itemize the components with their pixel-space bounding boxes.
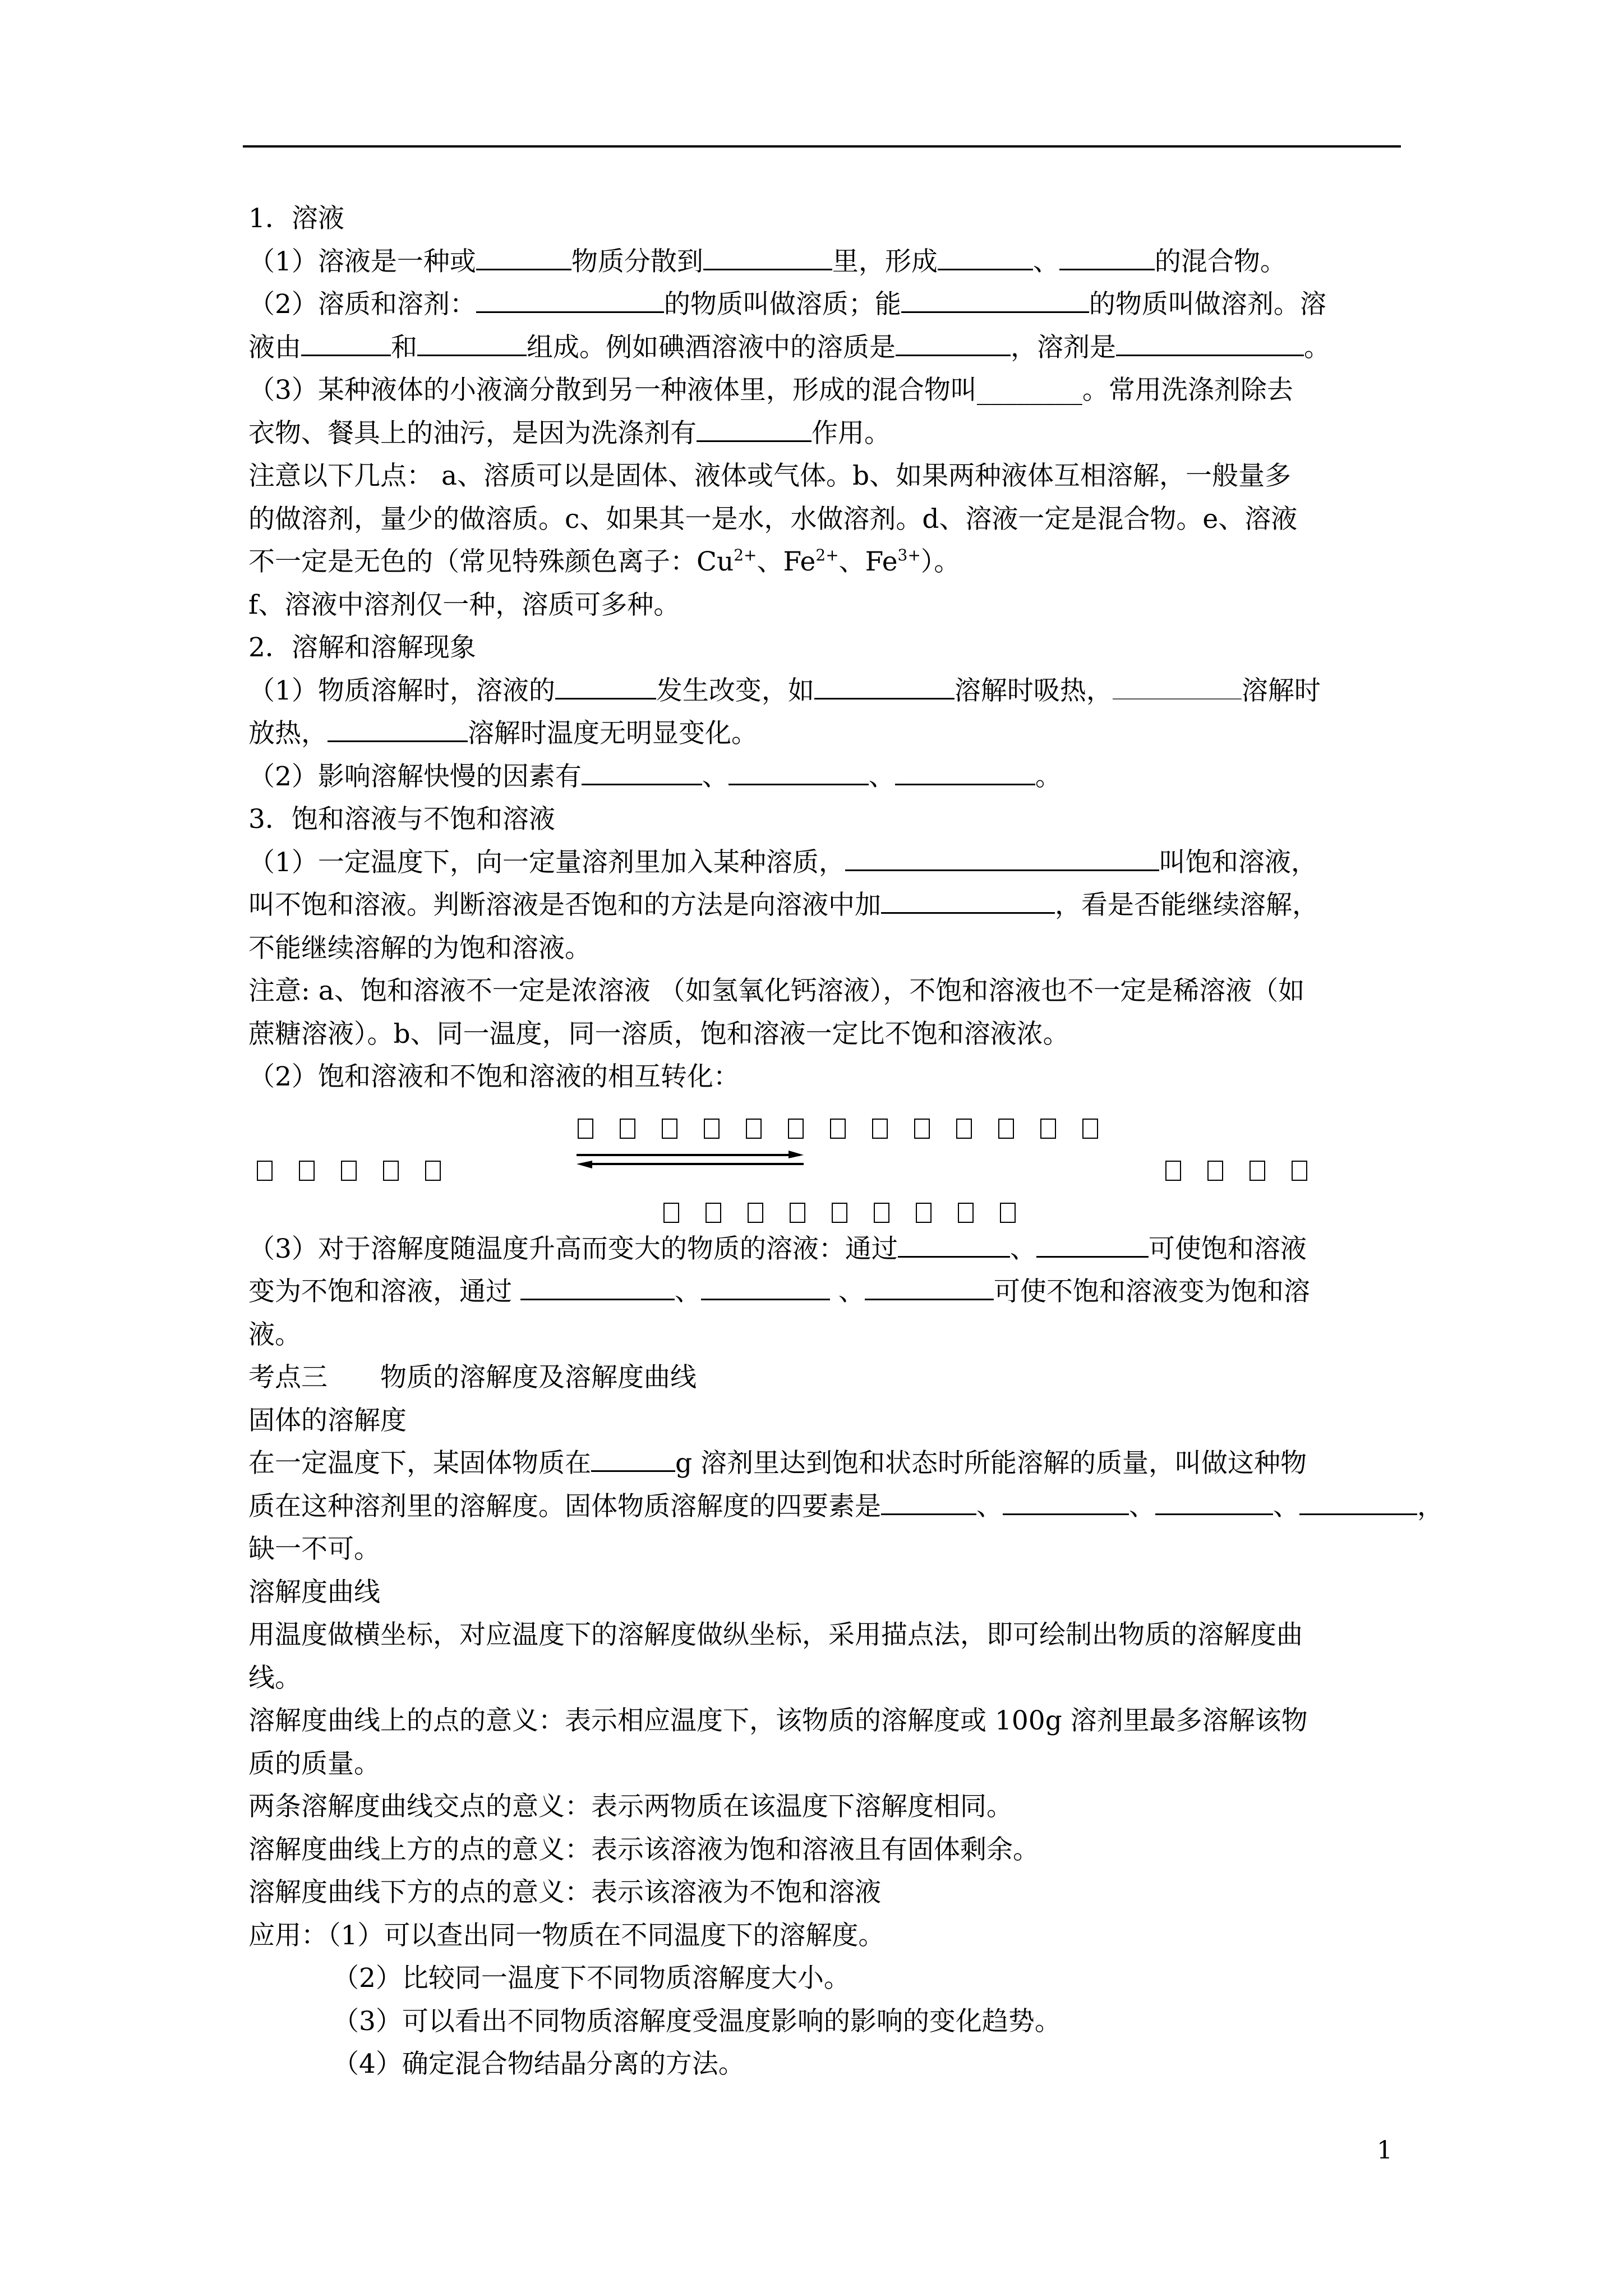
left-label-boxes <box>257 1151 467 1194</box>
fill-blank[interactable] <box>1155 1489 1273 1515</box>
paragraph-line: 两条溶解度曲线交点的意义：表示两物质在该温度下溶解度相同。 <box>248 1791 1013 1822</box>
placeholder-box <box>746 1119 762 1139</box>
fill-blank[interactable] <box>1059 244 1155 270</box>
fill-blank[interactable] <box>701 1274 830 1300</box>
paragraph-line: 缺一不可。 <box>248 1534 380 1565</box>
fill-blank[interactable] <box>417 330 527 356</box>
right-label-boxes <box>1165 1151 1334 1194</box>
paragraph-line: 衣物、餐具上的油污，是因为洗涤剂有 作用。 <box>248 412 1566 455</box>
document-body <box>248 197 1566 2086</box>
paragraph-line: （3）某种液体的小液滴分散到另一种液体里，形成的混合物叫________。常用洗涤剂除去 <box>248 375 1293 406</box>
placeholder-box <box>830 1119 846 1139</box>
fill-blank[interactable] <box>328 716 468 742</box>
placeholder-box <box>1207 1161 1223 1181</box>
fill-blank[interactable] <box>938 244 1033 270</box>
fill-blank[interactable] <box>865 1274 994 1300</box>
fill-blank[interactable] <box>898 1231 1010 1258</box>
placeholder-box <box>956 1119 972 1139</box>
placeholder-box <box>958 1203 974 1223</box>
fill-blank[interactable] <box>591 1446 675 1472</box>
fill-blank[interactable] <box>881 887 1055 914</box>
section-heading-1: 1．溶液 <box>248 203 344 234</box>
fill-blank[interactable] <box>476 244 571 270</box>
placeholder-box <box>425 1161 441 1181</box>
placeholder-box <box>383 1161 399 1181</box>
paragraph-line: （2）溶质和溶剂： 的物质叫做溶质；能 的物质叫做溶剂。溶 <box>248 283 1566 326</box>
application-line: （3）可以看出不同物质溶解度受温度影响的影响的变化趋势。 <box>333 2005 1061 2037</box>
fill-blank[interactable] <box>703 244 832 270</box>
paragraph-line: 不能继续溶解的为饱和溶液。 <box>248 932 591 964</box>
paragraph-line: （1）物质溶解时，溶液的 发生改变，如 溶解时吸热， 溶解时 <box>248 670 1566 713</box>
placeholder-box <box>706 1203 721 1223</box>
placeholder-box <box>872 1119 888 1139</box>
subheading: 溶解度曲线 <box>248 1576 380 1608</box>
fill-blank[interactable] <box>896 330 1011 356</box>
subheading: 固体的溶解度 <box>248 1405 407 1436</box>
fill-blank[interactable] <box>476 287 664 313</box>
conversion-arrows <box>577 1147 812 1175</box>
note-line: 蔗糖溶液）。b、同一温度，同一溶质，饱和溶液一定比不饱和溶液浓。 <box>248 1018 1069 1050</box>
placeholder-box <box>748 1203 763 1223</box>
placeholder-box <box>620 1119 635 1139</box>
placeholder-box <box>914 1119 930 1139</box>
paragraph-line: 在一定温度下，某固体物质在 g 溶剂里达到饱和状态时所能溶解的质量，叫做这种物 <box>248 1442 1566 1485</box>
fill-blank[interactable] <box>520 1274 675 1300</box>
placeholder-box <box>916 1203 932 1223</box>
paragraph-line: 变为不饱和溶液，通过 、 、 可使不饱和溶液变为饱和溶 <box>248 1271 1566 1314</box>
placeholder-box <box>662 1119 677 1139</box>
placeholder-box <box>578 1119 593 1139</box>
placeholder-box <box>1000 1203 1016 1223</box>
conversion-diagram <box>248 1099 1566 1228</box>
application-line: （2）比较同一温度下不同物质溶解度大小。 <box>333 1963 850 1994</box>
placeholder-box <box>874 1203 889 1223</box>
fill-blank[interactable] <box>301 330 391 356</box>
placeholder-box <box>1292 1161 1307 1181</box>
placeholder-box <box>663 1203 679 1223</box>
application-line: （4）确定混合物结晶分离的方法。 <box>333 2049 745 2079</box>
placeholder-box <box>704 1119 720 1139</box>
fill-blank[interactable] <box>697 416 811 442</box>
application-line: 应用：（1）可以查出同一物质在不同温度下的溶解度。 <box>248 1920 885 1951</box>
note-line: 不一定是无色的（常见特殊颜色离子：$Cu^{2+}$、$Fe^{2+}$、$Fe^{3+}$）。 <box>248 546 961 577</box>
page-number: 1 <box>1377 2136 1393 2165</box>
placeholder-box <box>1165 1161 1181 1181</box>
paragraph-line: 线。 <box>248 1662 301 1694</box>
ion-charge: 2+ <box>815 546 839 564</box>
fill-blank[interactable] <box>582 759 702 785</box>
paragraph-line: 质在这种溶剂里的溶解度。固体物质溶解度的四要素是 、 、 、 ， <box>248 1485 1566 1529</box>
fill-blank[interactable] <box>814 673 955 700</box>
fill-blank[interactable] <box>845 845 1159 871</box>
paragraph-line: （1）一定温度下，向一定量溶剂里加入某种溶质， 叫饱和溶液， <box>248 841 1566 885</box>
section-heading-3: 3．饱和溶液与不饱和溶液 <box>248 804 555 835</box>
section-heading-kaodian3: 考点三 物质的溶解度及溶解度曲线 <box>248 1362 697 1393</box>
top-label-boxes <box>578 1109 1124 1152</box>
paragraph-line: 溶解度曲线上方的点的意义：表示该溶液为饱和溶液且有固体剩余。 <box>248 1834 1039 1865</box>
placeholder-box <box>257 1161 273 1181</box>
placeholder-box <box>341 1161 357 1181</box>
ion-charge: 2+ <box>734 546 757 564</box>
paragraph-line: 溶解度曲线上的点的意义：表示相应温度下，该物质的溶解度或 100g 溶剂里最多溶解该物 <box>248 1705 1308 1736</box>
placeholder-box <box>1082 1119 1098 1139</box>
fill-blank[interactable] <box>728 759 869 785</box>
paragraph-line: （2）影响溶解快慢的因素有 、 、 。 <box>248 756 1566 799</box>
placeholder-box <box>790 1203 805 1223</box>
note-line: 注意: a、饱和溶液不一定是浓溶液 （如氢氧化钙溶液），不饱和溶液也不一定是稀溶液（如 <box>248 976 1305 1006</box>
fill-blank[interactable] <box>555 673 656 700</box>
paragraph-line: 溶解度曲线下方的点的意义：表示该溶液为不饱和溶液 <box>248 1877 881 1908</box>
fill-blank[interactable] <box>1003 1489 1129 1515</box>
note-line: f、溶液中溶剂仅一种，溶质可多种。 <box>248 589 680 620</box>
fill-blank[interactable] <box>1116 330 1304 356</box>
paragraph-line: 质的质量。 <box>248 1748 380 1779</box>
placeholder-box <box>788 1119 804 1139</box>
paragraph-line: 用温度做横坐标，对应温度下的溶解度做纵坐标，采用描点法，即可绘制出物质的溶解度曲 <box>248 1619 1303 1650</box>
note-line: 的做溶剂，量少的做溶质。c、如果其一是水，水做溶剂。d、溶液一定是混合物。e、溶液 <box>248 503 1298 535</box>
paragraph-line: （2）饱和溶液和不饱和溶液的相互转化： <box>248 1061 740 1092</box>
fill-blank[interactable] <box>1036 1231 1149 1258</box>
paragraph-line: （3）对于溶解度随温度升高而变大的物质的溶液：通过 、 可使饱和溶液 <box>248 1228 1566 1271</box>
fill-blank[interactable] <box>901 287 1089 313</box>
fill-blank[interactable] <box>895 759 1035 785</box>
section-heading-2: 2．溶解和溶解现象 <box>248 632 476 663</box>
fill-blank[interactable] <box>1299 1489 1417 1515</box>
paragraph-line: 叫不饱和溶液。判断溶液是否饱和的方法是向溶液中加 ，看是否能继续溶解， <box>248 884 1566 927</box>
placeholder-box <box>1040 1119 1056 1139</box>
paragraph-line: 液由 和 组成。例如碘酒溶液中的溶质是 ，溶剂是 。 <box>248 326 1566 370</box>
paragraph-line: 液。 <box>248 1319 301 1350</box>
fill-blank[interactable] <box>1113 674 1242 700</box>
paragraph-line: 放热， 溶解时温度无明显变化。 <box>248 712 1566 756</box>
placeholder-box <box>1249 1161 1265 1181</box>
paragraph-line: （1）溶液是一种或 物质分散到 里，形成 、 的混合物。 <box>248 241 1566 284</box>
fill-blank[interactable] <box>881 1489 976 1515</box>
placeholder-box <box>998 1119 1014 1139</box>
placeholder-box <box>832 1203 847 1223</box>
placeholder-box <box>299 1161 315 1181</box>
note-line: 注意以下几点： a、溶质可以是固体、液体或气体。b、如果两种液体互相溶解，一般量多 <box>248 461 1292 491</box>
header-rule <box>243 145 1401 148</box>
ion-charge: 3+ <box>897 546 921 564</box>
